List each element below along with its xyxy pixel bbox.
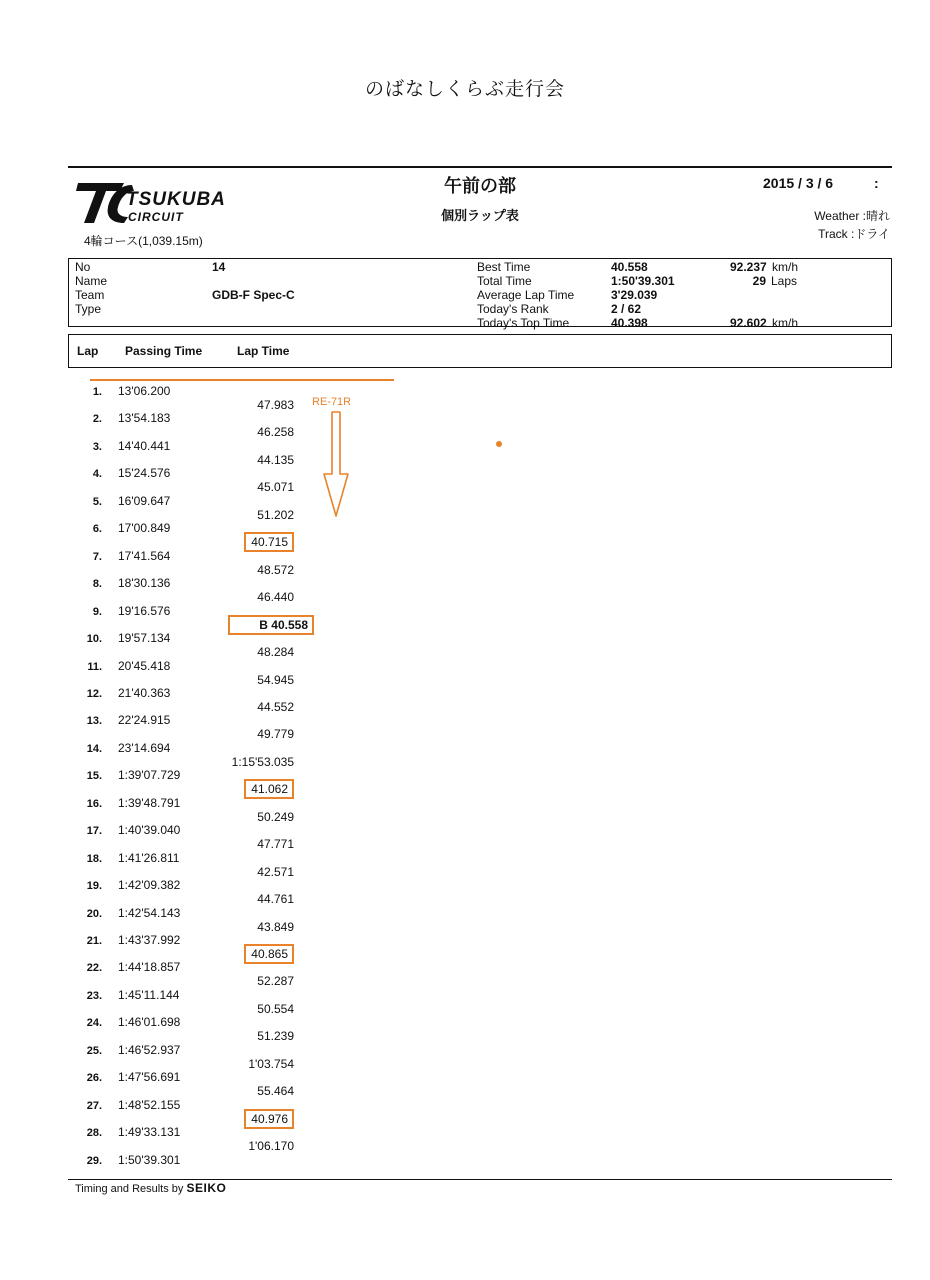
lap-time: 55.464: [257, 1084, 294, 1099]
lap-number: 17.: [86, 825, 102, 838]
lap-number: 16.: [86, 797, 102, 810]
lap-number: 23.: [86, 989, 102, 1002]
lap-number: 21.: [86, 935, 102, 947]
event-date: 2015 / 3 / 6: [763, 175, 834, 191]
passing-time: 1:41'26.811: [118, 850, 180, 865]
passing-time: 14'40.441: [118, 438, 171, 453]
rank-value: 2 / 62: [611, 302, 642, 316]
average-lap-label: Average Lap Time: [477, 288, 575, 302]
page-title: のばなしくらぶ走行会: [364, 79, 565, 100]
best-speed-value: 92.237: [730, 260, 767, 274]
lap-number: 22.: [86, 962, 102, 975]
lap-number: 7.: [92, 550, 102, 563]
weather-label: Weather :晴れ: [814, 209, 890, 223]
lap-number: 19.: [86, 880, 102, 893]
lap-time: 49.779: [257, 727, 294, 742]
passing-time: 15'24.576: [118, 466, 171, 481]
passing-time: 19'57.134: [118, 631, 171, 646]
footer-brand: SEIKO: [186, 1181, 227, 1195]
lap-time: 1'06.170: [248, 1139, 294, 1154]
lap-time: 47.983: [257, 398, 294, 412]
lap-number: 12.: [86, 687, 102, 700]
footer-text: Timing and Results by: [75, 1183, 184, 1195]
passing-time: 16'09.647: [118, 493, 171, 508]
lap-number: 5.: [92, 495, 102, 508]
lap-time: 46.258: [257, 425, 294, 440]
best-speed-unit: km/h: [772, 260, 799, 274]
average-lap-value: 3'29.039: [611, 288, 658, 302]
passing-time: 1:46'01.698: [118, 1015, 181, 1030]
lap-time: 46.440: [257, 590, 294, 605]
top-speed-unit: km/h: [772, 316, 799, 330]
col-header-lap: Lap: [77, 344, 99, 358]
lap-number: 9.: [92, 605, 102, 618]
best-time-value: 40.558: [611, 260, 648, 274]
bottom-divider: [68, 1179, 892, 1180]
lap-number: 10.: [86, 633, 102, 646]
lap-time: 47.771: [257, 837, 294, 852]
passing-time: 1:46'52.937: [118, 1042, 181, 1057]
passing-time: 18'30.136: [118, 576, 171, 591]
passing-time: 19'16.576: [118, 603, 171, 618]
passing-time: 1:39'48.791: [118, 795, 181, 810]
highlighted-lap-time: B 40.558: [228, 615, 314, 635]
tyre-annotation: RE-71R: [312, 396, 352, 408]
passing-time: 1:47'56.691: [118, 1070, 181, 1085]
no-label: No: [75, 260, 91, 274]
lap-time: 44.552: [257, 699, 294, 714]
laps-count: 29: [752, 274, 766, 288]
annotation-underline: [90, 379, 394, 381]
rank-label: Today's Rank: [477, 302, 549, 316]
lap-number: 2.: [92, 413, 102, 426]
passing-time: 1:39'07.729: [118, 768, 181, 783]
lap-time: 51.239: [257, 1029, 294, 1044]
lap-number: 11.: [87, 660, 102, 673]
laps-unit: Laps: [771, 274, 798, 288]
total-time-label: Total Time: [477, 274, 532, 288]
passing-time: 1:48'52.155: [118, 1097, 181, 1112]
passing-time: 1:40'39.040: [118, 823, 181, 838]
highlighted-lap-time: 40.865: [244, 944, 294, 964]
lap-number: 4.: [92, 468, 102, 481]
track-condition-label: Track :ドライ: [818, 227, 890, 241]
highlighted-lap-time: 40.976: [244, 1109, 294, 1129]
logo-text-tsukuba: TSUKUBA: [126, 189, 226, 210]
passing-time: 1:49'33.131: [118, 1125, 181, 1140]
best-time-label: Best Time: [477, 260, 531, 274]
lap-number: 15.: [86, 770, 102, 783]
lap-number: 27.: [86, 1099, 102, 1112]
lap-time: 52.287: [257, 974, 294, 989]
passing-time: 21'40.363: [118, 685, 171, 700]
passing-time: 1:45'11.144: [118, 987, 180, 1002]
top-time-value: 40.398: [611, 316, 648, 330]
lap-time: 44.761: [257, 892, 294, 907]
team-name: GDB-F Spec-C: [212, 288, 295, 302]
lap-time: 45.071: [257, 480, 294, 495]
col-header-lap-time: Lap Time: [237, 344, 290, 358]
passing-time: 17'00.849: [118, 521, 171, 536]
lap-time: 42.571: [257, 864, 294, 879]
date-suffix: :: [874, 175, 879, 191]
lap-time: 1'03.754: [248, 1056, 294, 1071]
footer-credit: [75, 1181, 226, 1195]
sheet-subtitle: 個別ラップ表: [441, 208, 519, 223]
passing-time: 23'14.694: [118, 740, 171, 755]
passing-time: 1:42'54.143: [118, 905, 181, 920]
name-label: Name: [75, 274, 108, 288]
team-label: Team: [75, 288, 105, 302]
passing-time: 1:44'18.857: [118, 960, 181, 975]
car-number: 14: [212, 260, 226, 274]
lap-time: 54.945: [257, 672, 294, 687]
top-time-label: Today's Top Time: [477, 316, 570, 330]
type-label: Type: [75, 302, 102, 316]
lap-number: 6.: [92, 523, 102, 536]
lap-number: 18.: [86, 852, 102, 865]
lap-number: 13.: [86, 715, 102, 728]
passing-time: 17'41.564: [118, 548, 171, 563]
passing-time: 13'54.183: [118, 411, 171, 426]
lap-time: 1:15'53.035: [231, 754, 294, 769]
annotation-dot: [496, 441, 502, 447]
lap-time: 51.202: [257, 507, 294, 522]
total-time-value: 1:50'39.301: [611, 274, 675, 288]
top-divider: [68, 166, 892, 168]
lap-time: 48.284: [257, 645, 294, 660]
passing-time: 20'45.418: [118, 658, 171, 673]
lap-number: 28.: [86, 1127, 102, 1140]
passing-time: 1:50'39.301: [118, 1152, 181, 1167]
lap-number: 20.: [86, 907, 102, 920]
session-title: 午前の部: [444, 176, 516, 196]
lap-number: 26.: [86, 1072, 102, 1085]
top-speed-value: 92.602: [730, 316, 767, 330]
lap-number: 25.: [86, 1044, 102, 1057]
logo-text-circuit: CIRCUIT: [128, 210, 184, 224]
lap-time: 50.554: [257, 1001, 294, 1016]
lap-time: 43.849: [257, 919, 294, 934]
lap-number: 24.: [86, 1017, 102, 1030]
course-label: 4輪コース(1,039.15m): [84, 234, 203, 248]
lap-time: 48.572: [257, 562, 294, 577]
lap-time: 50.249: [257, 809, 294, 824]
lap-number: 14.: [86, 742, 102, 755]
lap-time: 44.135: [257, 452, 294, 467]
lap-number: 3.: [92, 440, 102, 453]
highlighted-lap-time: 41.062: [244, 779, 294, 799]
down-arrow-icon: [322, 410, 350, 520]
highlighted-lap-time: 40.715: [244, 532, 294, 552]
passing-time: 13'06.200: [118, 384, 171, 398]
lap-number: 29.: [86, 1154, 102, 1167]
lap-number: 1.: [92, 386, 102, 398]
passing-time: 1:42'09.382: [118, 878, 181, 893]
col-header-passing-time: Passing Time: [125, 344, 203, 358]
lap-number: 8.: [92, 578, 102, 591]
passing-time: 22'24.915: [118, 713, 171, 728]
passing-time: 1:43'37.992: [118, 933, 181, 947]
